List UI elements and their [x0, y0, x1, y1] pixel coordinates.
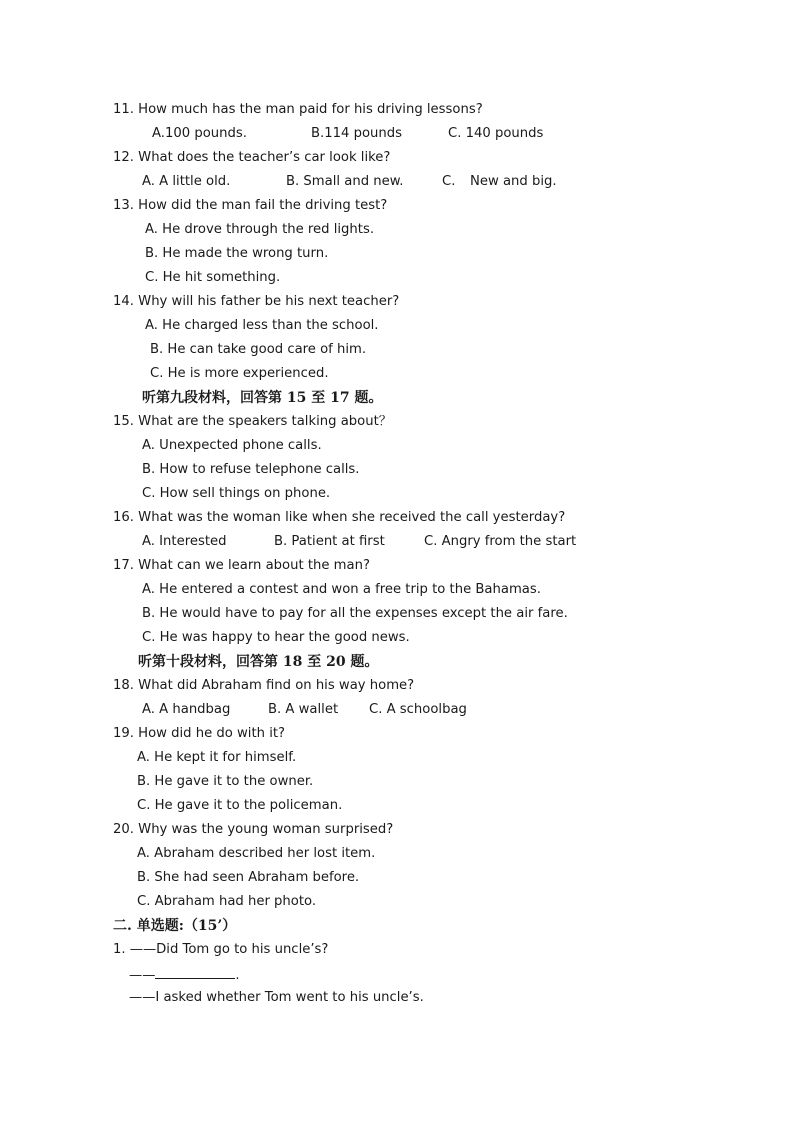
question-17-option-a: A. He entered a contest and won a free trip to the Bahamas. [142, 582, 541, 597]
mc-1-period: . [235, 968, 240, 983]
question-16-option-a: A. Interested [142, 534, 227, 549]
question-19-stem: 19. How did he do with it? [113, 726, 286, 741]
question-17-option-b: B. He would have to pay for all the expenses except the air fare. [142, 606, 568, 621]
question-18-option-a: A. A handbag [142, 702, 231, 717]
section-9-heading: 听第九段材料，回答第 15 至 17 题。 [142, 390, 383, 406]
question-14-option-a: A. He charged less than the school. [145, 318, 379, 333]
question-14-stem: 14. Why will his father be his next teacher? [113, 294, 400, 309]
part-2-heading: 二. 单选题:（15’） [113, 918, 237, 934]
question-19-option-c: C. He gave it to the policeman. [137, 798, 343, 813]
mc-1-line-3: ——I asked whether Tom went to his uncle’s. [129, 990, 424, 1005]
question-11-option-b: B.114 pounds [311, 126, 402, 141]
question-13-option-b: B. He made the wrong turn. [145, 246, 329, 261]
question-16-stem: 16. What was the woman like when she received the call yesterday? [113, 510, 566, 525]
question-19-option-a: A. He kept it for himself. [137, 750, 297, 765]
question-14-option-c: C. He is more experienced. [150, 366, 329, 381]
question-18-option-c: C. A schoolbag [369, 702, 467, 717]
question-20-option-a: A. Abraham described her lost item. [137, 846, 376, 861]
question-15-option-b: B. How to refuse telephone calls. [142, 462, 360, 477]
question-12-option-c-letter: C. [442, 174, 456, 189]
question-12-option-a: A. A little old. [142, 174, 231, 189]
question-16-option-c: C. Angry from the start [424, 534, 577, 549]
question-18-option-b: B. A wallet [268, 702, 339, 717]
question-20-option-c: C. Abraham had her photo. [137, 894, 317, 909]
question-16-option-b: B. Patient at first [274, 534, 385, 549]
question-13-option-a: A. He drove through the red lights. [145, 222, 375, 237]
question-11-option-c: C. 140 pounds [448, 126, 544, 141]
mc-1-line-1: 1. ——Did Tom go to his uncle’s? [113, 942, 329, 957]
question-19-option-b: B. He gave it to the owner. [137, 774, 314, 789]
question-17-stem: 17. What can we learn about the man? [113, 558, 370, 573]
question-20-option-b: B. She had seen Abraham before. [137, 870, 360, 885]
question-17-option-c: C. He was happy to hear the good news. [142, 630, 410, 645]
question-20-stem: 20. Why was the young woman surprised? [113, 822, 394, 837]
question-13-stem: 13. How did the man fail the driving test? [113, 198, 388, 213]
question-15-option-a: A. Unexpected phone calls. [142, 438, 322, 453]
question-12-option-b: B. Small and new. [286, 174, 404, 189]
mc-1-dash: —— [129, 968, 156, 983]
question-11-stem: 11. How much has the man paid for his driving lessons? [113, 102, 483, 117]
question-15-stem: 15. What are the speakers talking about？ [113, 414, 392, 429]
question-14-option-b: B. He can take good care of him. [150, 342, 367, 357]
question-18-stem: 18. What did Abraham find on his way home? [113, 678, 415, 693]
question-12-stem: 12. What does the teacher’s car look like? [113, 150, 391, 165]
question-13-option-c: C. He hit something. [145, 270, 281, 285]
question-15-option-c: C. How sell things on phone. [142, 486, 331, 501]
question-12-option-c: New and big. [470, 174, 557, 189]
mc-1-answer-blank [155, 965, 235, 979]
mc-1-line-2 [129, 965, 240, 985]
question-11-option-a: A.100 pounds. [152, 126, 247, 141]
section-10-heading: 听第十段材料，回答第 18 至 20 题。 [138, 654, 379, 670]
